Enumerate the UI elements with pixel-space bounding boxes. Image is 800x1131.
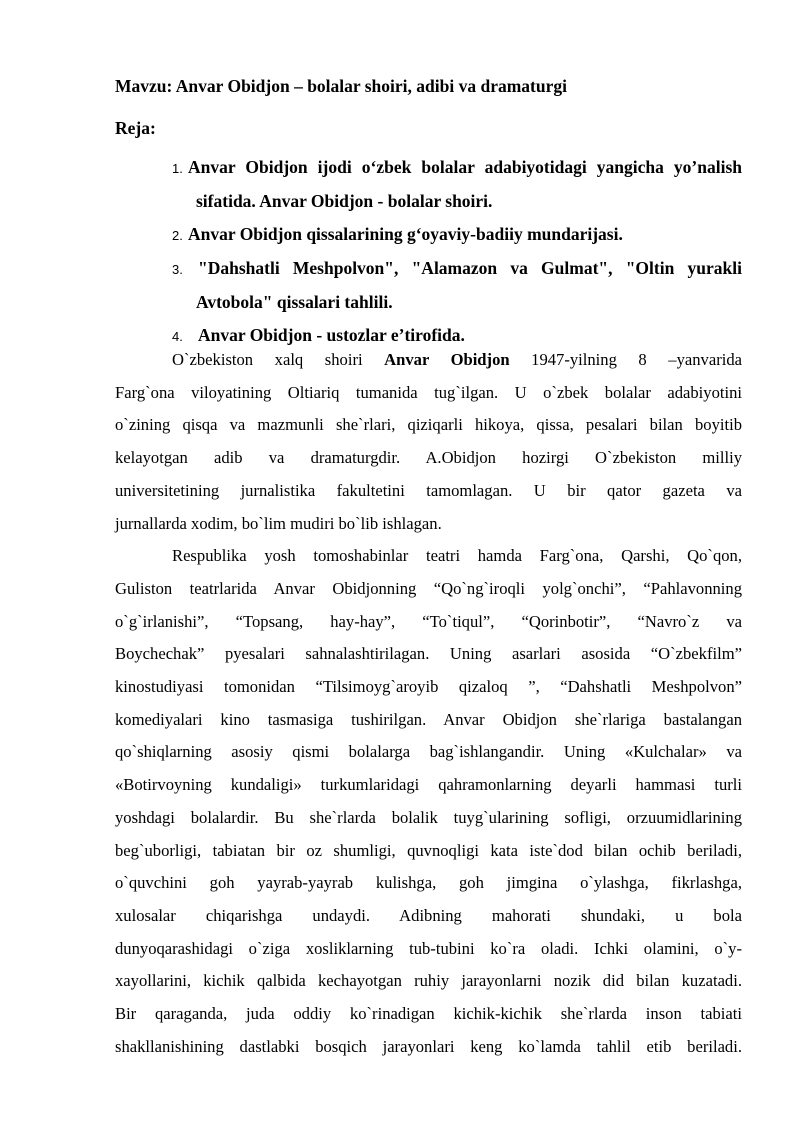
paragraph-line: o`g`irlanishi”, “Topsang, hay-hay”, “To`tiqul”, “Qorinbotir”, “Navro`z va (115, 611, 742, 631)
paragraph-line: Boychechak” pyesalari sahnalashtirilagan. Uning asarlari asosida “O`zbekfilm” (115, 644, 742, 664)
plan-item-number: 2. (172, 228, 183, 243)
plan-item-number: 3. (172, 262, 183, 277)
plan-label: Reja: (115, 118, 156, 138)
plan-item-text: Anvar Obidjon qissalarining g‘oyaviy-badiiy mundarijasi. (188, 224, 623, 244)
paragraph-line: kelayotgan adib va dramaturgdir. A.Obidjon hozirgi O`zbekiston milliy (115, 448, 742, 468)
document-title: Mavzu: Anvar Obidjon – bolalar shoiri, adibi va dramaturgi (115, 76, 567, 96)
text-run: O`zbekiston xalq shoiri (172, 350, 385, 369)
paragraph-line: beg`uborligi, tabiatan bir oz shumligi, quvnoqligi kata iste`dod bilan ochib beriladi, (115, 840, 742, 860)
paragraph-line: shakllanishining dastlabki bosqich jarayonlari keng ko`lamda tahlil etib beriladi. (115, 1036, 742, 1056)
author-name: Anvar Obidjon (384, 350, 510, 369)
paragraph-works (115, 540, 742, 1063)
text-run: 1947-yilning 8 –yanvarida (509, 350, 742, 369)
paragraph-line: universitetining jurnalistika fakultetini tamomlagan. U bir qator gazeta va (115, 480, 742, 500)
paragraph-biography (115, 344, 742, 540)
paragraph-line: komediyalari kino tasmasiga tushirilgan. Anvar Obidjon she`rlariga bastalangan (115, 709, 742, 729)
body-text (115, 344, 742, 1063)
paragraph-line: o`zining qisqa va mazmunli she`rlari, qiziqarli hikoya, qissa, pesalari bilan boyitib (115, 415, 742, 435)
paragraph-line: Farg`ona viloyatining Oltiariq tumanida tug`ilgan. U o`zbek bolalar adabiyotini (115, 382, 742, 402)
paragraph-line: dunyoqarashidagi o`ziga xosliklarning tub-tubini ko`ra oladi. Ichki olamini, o`y- (115, 938, 742, 958)
paragraph-line: jurnallarda xodim, bo`lim mudiri bo`lib ishlagan. (115, 513, 442, 533)
plan-item-number: 1. (172, 161, 183, 176)
plan-item-number: 4. (172, 329, 183, 344)
plan-item-3 (172, 252, 742, 319)
paragraph-line: qo`shiqlarning asosiy qismi bolalarga bag`ishlangandir. Uning «Kulchalar» va (115, 742, 742, 762)
paragraph-line: o`quvchini goh yayrab-yayrab kulishga, goh jimgina o`ylashga, fikrlashga, (115, 873, 742, 893)
plan-item-1 (172, 151, 742, 218)
plan-list (172, 151, 742, 353)
paragraph-line: «Botirvoyning kundaligi» turkumlaridagi qahramonlarning deyarli hammasi turli (115, 775, 742, 795)
plan-item-2 (172, 218, 742, 252)
paragraph-line: Respublika yosh tomoshabinlar teatri hamda Farg`ona, Qarshi, Qo`qon, (172, 546, 742, 566)
paragraph-line: kinostudiyasi tomonidan “Tilsimoyg`aroyib qizaloq ”, “Dahshatli Meshpolvon” (115, 677, 742, 697)
paragraph-line (115, 344, 742, 377)
plan-item-text: Anvar Obidjon ijodi o‘zbek bolalar adabiyotidagi yangicha yo’nalish sifatida. Anvar Obidjon - bolalar shoiri. (188, 157, 742, 211)
paragraph-line: xulosalar chiqarishga undaydi. Adibning mahorati shundaki, u bola (115, 905, 742, 925)
plan-item-text: "Dahshatli Meshpolvon", "Alamazon va Gulmat", "Oltin yurakli Avtobola" qissalari tahlili. (196, 258, 742, 312)
plan-item-text: Anvar Obidjon - ustozlar e’tirofida. (198, 325, 465, 345)
paragraph-line: yoshdagi bolalardir. Bu she`rlarda bolalik tuyg`ularining sofligi, orzuumidlarining (115, 807, 742, 827)
paragraph-line: xayollarini, kichik qalbida kechayotgan ruhiy jarayonlarni nozik did bilan kuzatadi. (115, 971, 742, 991)
paragraph-line: Guliston teatrlarida Anvar Obidjonning “Qo`ng`iroqli yolg`onchi”, “Pahlavonning (115, 578, 742, 598)
paragraph-line: Bir qaraganda, juda oddiy ko`rinadigan kichik-kichik she`rlarda inson tabiati (115, 1004, 742, 1024)
